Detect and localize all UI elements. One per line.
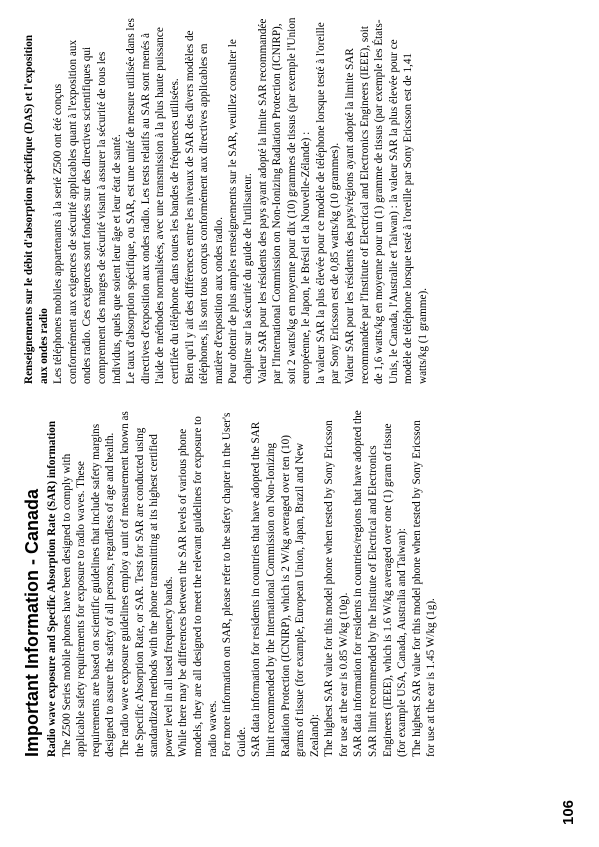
french-paragraph: Les téléphones mobiles appartenants à la serié Z500 ont été conçus conformément aux exigences de sécurité applicables quant à l'exposition aux ondes radio. Ces exigences sont fondées sur des directives scientifiques qui comprennent des marges de sécurité visant à assurer la sécurité de tous les individus, quels que soient leur âge et leur état de santé. xyxy=(52,39,123,384)
page-number: 106 xyxy=(560,799,577,825)
french-paragraph: Pour obtenir de plus amples renseignements sur le SAR, veuillez consulter le chapitre sur la sécurité du guide de l'utilisateur. xyxy=(227,39,254,384)
english-paragraph: The highest SAR value for this model phone when tested by Sony Ericsson for use at the ear is 0.85 W/kg (10g). xyxy=(323,420,350,757)
english-paragraph: While there may be differences between the SAR levels of various phone models, they are all designed to meet the relevant guidelines for exposure to radio waves. xyxy=(177,416,219,757)
english-paragraph: The Z500 Series mobile phones have been designed to comply with applicable safety requirements for exposure to radio waves. These requirements are based on scientific guidelines that include safety margins designed to assure the safety of all persons, regardless of age and health. xyxy=(60,423,117,757)
english-column xyxy=(22,407,439,757)
french-paragraph: Valeur SAR pour les résidents des pays ayant adopté la limite SAR recommandée par l'International Commission on Non-Ionizing Radiation Protection (ICNIRP), soit 2 watts/kg en moyenne pour dix (10) grammes de tissus (par exemple l'Union européenne, le Japon, le Brésil et la Nouvelle-Zélande) : xyxy=(256,17,313,384)
english-paragraph: The highest SAR value for this model phone when tested by Sony Ericsson for use at the ear is 1.45 W/kg (1g). xyxy=(410,420,438,757)
english-paragraph: SAR data information for residents in countries that have adopted the SAR limit recommended by the International Commission on Non-Ionizing Radiation Protection (ICNIRP), which is 2 W/kg averaged over ten (10) grams of tissue (for example, European Union, Japan, Brazil and New Zealand): xyxy=(250,421,321,757)
english-paragraph: SAR data information for residents in countries/regions that have adopted the SAR limit recommended by the Institute of Electrical and Electronics Engineers (IEEE), which is 1.6 W/kg averaged over one (1) gram of tissue (for example USA, Canada, Australia and Taiwan): xyxy=(352,410,409,757)
english-paragraph: The radio wave exposure guidelines employ a unit of measurement known as the Specific Absorption Rate, or SAR. Tests for SAR are conducted using standardized methods with the phone transmitting at its highest certified power level in all used frequency bands. xyxy=(118,411,175,757)
english-paragraph: For more information on SAR, please refer to the safety chapter in the User's Guide. xyxy=(221,412,248,757)
french-column xyxy=(22,16,431,384)
page-title: Important Information - Canada xyxy=(22,488,42,757)
french-paragraph: Le taux d'absorption spécifique, ou SAR, est une unité de mesure utilisée dans les directives d'exposition aux ondes radio. Les tests relatifs au SAR sont menés à l'aide de méthodes normalisées, avec une transmission à la plus haute puissance certifiée du téléphone dans toutes les bandes de fréquences utilisées. xyxy=(125,18,181,384)
french-paragraph: la valeur SAR la plus élevée pour ce modèle de téléphone lorsque testé à l'oreille par Sony Ericsson est de 0,85 watts/kg (10 grammes). xyxy=(314,22,342,384)
french-paragraph: Valeur SAR pour les résidents des pays/régions ayant adopté la limite SAR recommandée par l'Institute of Electrical and Electronics Engineers (IEEE), soit de 1,6 watts/kg en moyenne pour un (1) gramme de tissus (par exemple les États-Unis, le Canada, l'Australie et Taiwan) : la valeur SAR la plus élevée pour ce modèle de téléphone lorsque testé à l'oreille par Sony Ericsson est de 1,41 watts/kg (1 gramme). xyxy=(344,19,430,384)
english-subheading: Radio wave exposure and Specific Absorption Rate (SAR) information xyxy=(46,420,58,757)
french-subheading: Renseignements sur le débit d'absorption spécifique (DAS) et l'exposition aux ondes radio xyxy=(23,34,50,384)
french-paragraph: Bien qu'il y ait des différences entre les niveaux de SAR des divers modèles de téléphones, ils sont tous conçus conformément aux directives applicables en matière d'exposition aux ondes radio. xyxy=(183,30,225,384)
